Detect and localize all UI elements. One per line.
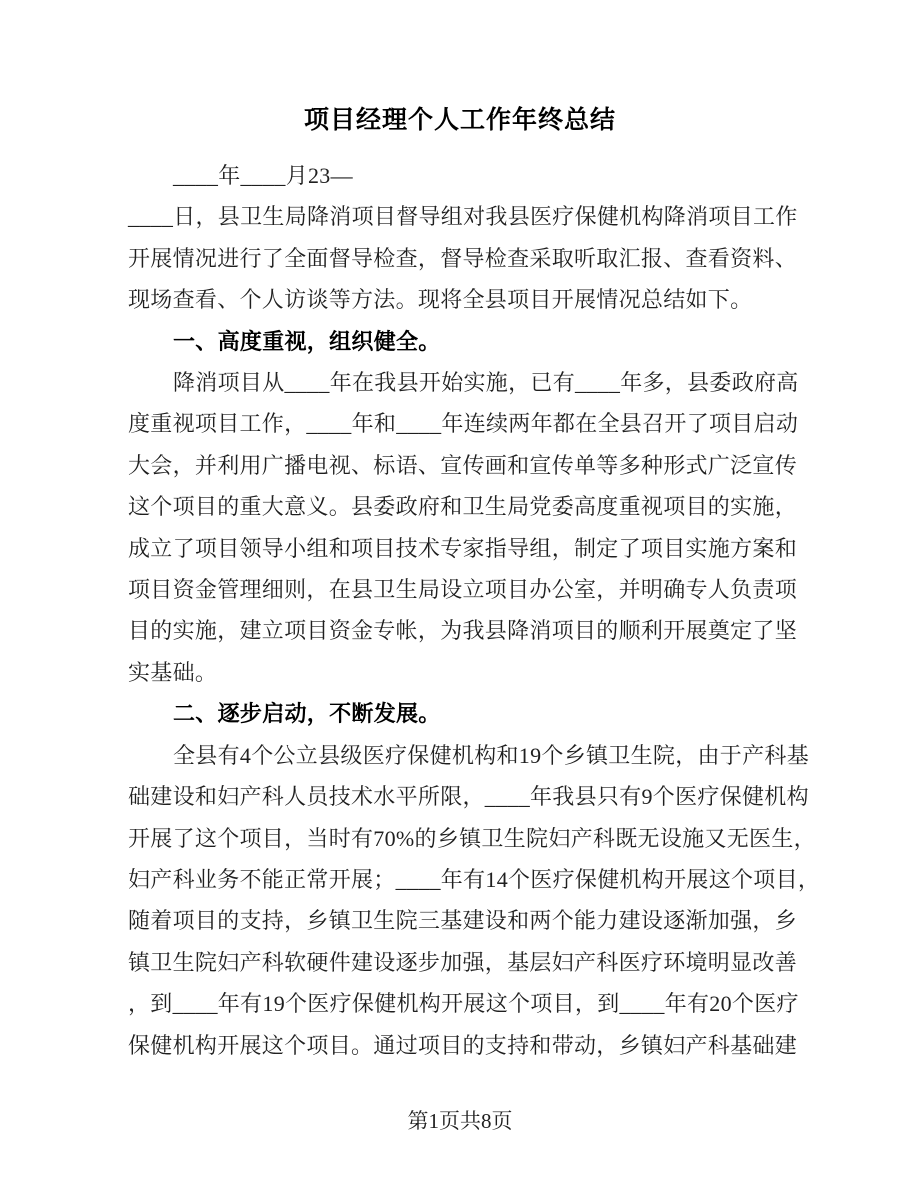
text-line: 保健机构开展这个项目。通过项目的支持和带动，乡镇妇产科基础建 [128,1032,798,1058]
text-line: 成立了项目领导小组和项目技术专家指导组，制定了项目实施方案和 [128,535,798,561]
document-title: 项目经理个人工作年终总结 [303,107,616,134]
text-line: 项目资金管理细则，在县卫生局设立项目办公室，并明确专人负责项 [128,577,798,603]
text-line: 目的实施，建立项目资金专帐，为我县降消项目的顺利开展奠定了坚 [128,618,798,644]
section-heading: 一、高度重视，组织健全。 [173,328,441,354]
text-line: ，到____年有19个医疗保健机构开展这个项目，到____年有20个医疗 [128,991,799,1017]
page-number-label: 第1页共8页 [407,1109,513,1133]
text-line: 随着项目的支持，乡镇卫生院三基建设和两个能力建设逐渐加强，乡 [128,908,798,934]
document-body [128,155,821,1066]
text-line: 全县有4个公立县级医疗保健机构和19个乡镇卫生院，由于产科基 [173,742,810,768]
text-line: 这个项目的重大意义。县委政府和卫生局党委高度重视项目的实施， [128,494,798,520]
text-line: 大会，并利用广播电视、标语、宣传画和宣传单等多种形式广泛宣传 [128,452,798,478]
page-footer [0,1105,920,1137]
text-line: 开展了这个项目，当时有70%的乡镇卫生院妇产科既无设施又无医生， [128,825,816,851]
text-line: ____日，县卫生局降消项目督导组对我县医疗保健机构降消项目工作 [128,204,798,230]
section-heading: 二、逐步启动，不断发展。 [173,701,441,727]
text-line: 实基础。 [128,659,218,685]
text-line: 度重视项目工作，____年和____年连续两年都在全县召开了项目启动 [128,411,799,437]
text-line: 开展情况进行了全面督导检查，督导检查采取听取汇报、查看资料、 [128,245,798,271]
text-line: 础建设和妇产科人员技术水平所限，____年我县只有9个医疗保健机构 [128,784,809,810]
text-line: 现场查看、个人访谈等方法。现将全县项目开展情况总结如下。 [128,287,753,313]
text-line: ____年____月23— [173,163,353,188]
text-line: 妇产科业务不能正常开展；____年有14个医疗保健机构开展这个项目， [128,866,821,892]
text-line: 镇卫生院妇产科软硬件建设逐步加强，基层妇产科医疗环境明显改善 [128,949,798,975]
text-line: 降消项目从____年在我县开始实施，已有____年多，县委政府高 [173,370,799,396]
